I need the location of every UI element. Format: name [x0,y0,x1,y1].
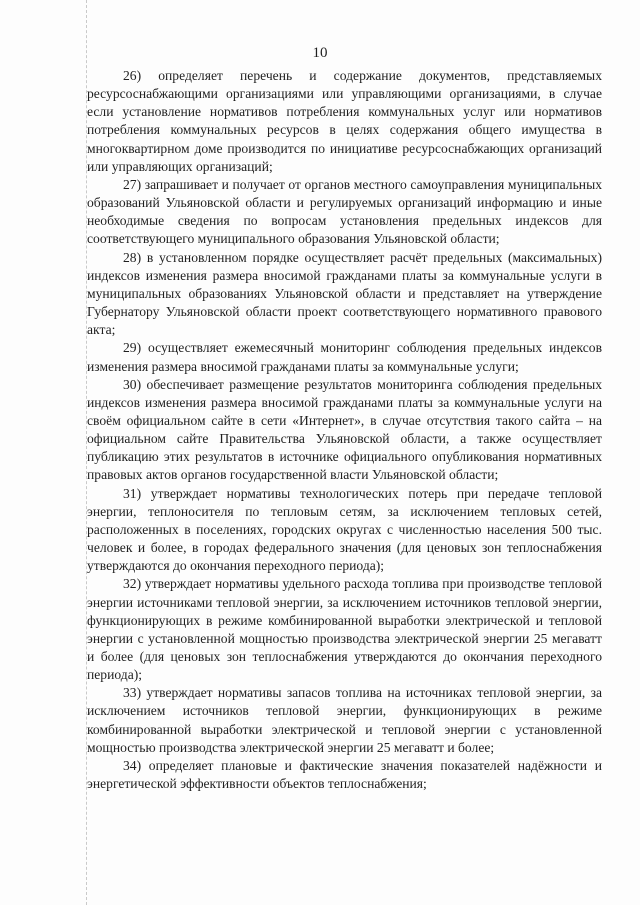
paragraph-27: 27) запрашивает и получает от органов местного самоуправления муниципальных образований Ульяновской области и регулируемых организаций информацию и иные необходимые сведения по вопросам установления предельных индексов для соответствующего муниципального образования Ульяновской области; [87,176,602,247]
paragraph-31: 31) утверждает нормативы технологических потерь при передаче тепловой энергии, теплоносителя по тепловым сетям, за исключением тепловых сетей, расположенных в поселениях, городских округах с численностью населения 500 тыс. человек и более, в городах федерального значения (для ценовых зон теплоснабжения утверждаются до окончания переходного периода); [87,485,602,574]
paragraph-33: 33) утверждает нормативы запасов топлива на источниках тепловой энергии, за исключением источников тепловой энергии, функционирующих в режиме комбинированной выработки электрической и тепловой энергии с установленной мощностью производства электрической энергии 25 мегаватт и более; [87,685,602,755]
paragraph-30: 30) обеспечивает размещение результатов мониторинга соблюдения предельных индексов изменения размера вносимой гражданами платы за коммунальные услуги на своём официальном сайте в сети «Интернет», в случае отсутствия такого сайта – на официальном сайте Правительства Ульяновской области, а также осуществляет публикацию этих результатов в источнике официального опубликования нормативных правовых актов органов государственной власти Ульяновской области; [87,376,602,483]
paragraph-28: 28) в установленном порядке осуществляет расчёт предельных (максимальных) индексов изменения размера вносимой гражданами платы за коммунальные услуги в муниципальных образованиях Ульяновской области и представляет на утверждение Губернатору Ульяновской области проект соответствующего нормативного правового акта; [87,249,602,338]
paragraph-32: 32) утверждает нормативы удельного расхода топлива при производстве тепловой энергии источниками тепловой энергии, за исключением источников тепловой энергии, функционирующих в режиме комбинированной выработки электрической и тепловой энергии с установленной мощностью производства электрической энергии 25 мегаватт и более (для ценовых зон теплоснабжения утверждаются до окончания переходного периода); [87,576,602,683]
paragraph-34: 34) определяет плановые и фактические значения показателей надёжности и энергетической эффективности объектов теплоснабжения; [87,757,602,792]
paragraph-26: 26) определяет перечень и содержание документов, представляемых ресурсоснабжающими организациями или управляющими организациями, в случае если установление нормативов потребления коммунальных услуг или нормативов потребления коммунальных ресурсов в целях содержания общего имущества в многоквартирном доме производится по инициативе ресурсоснабжающих организаций или управляющих организаций; [87,68,602,174]
paragraph-29: 29) осуществляет ежемесячный мониторинг соблюдения предельных индексов изменения размера вносимой гражданами платы за коммунальные услуги; [87,340,602,374]
page-number: 10 [312,45,328,61]
document-body [87,67,602,793]
